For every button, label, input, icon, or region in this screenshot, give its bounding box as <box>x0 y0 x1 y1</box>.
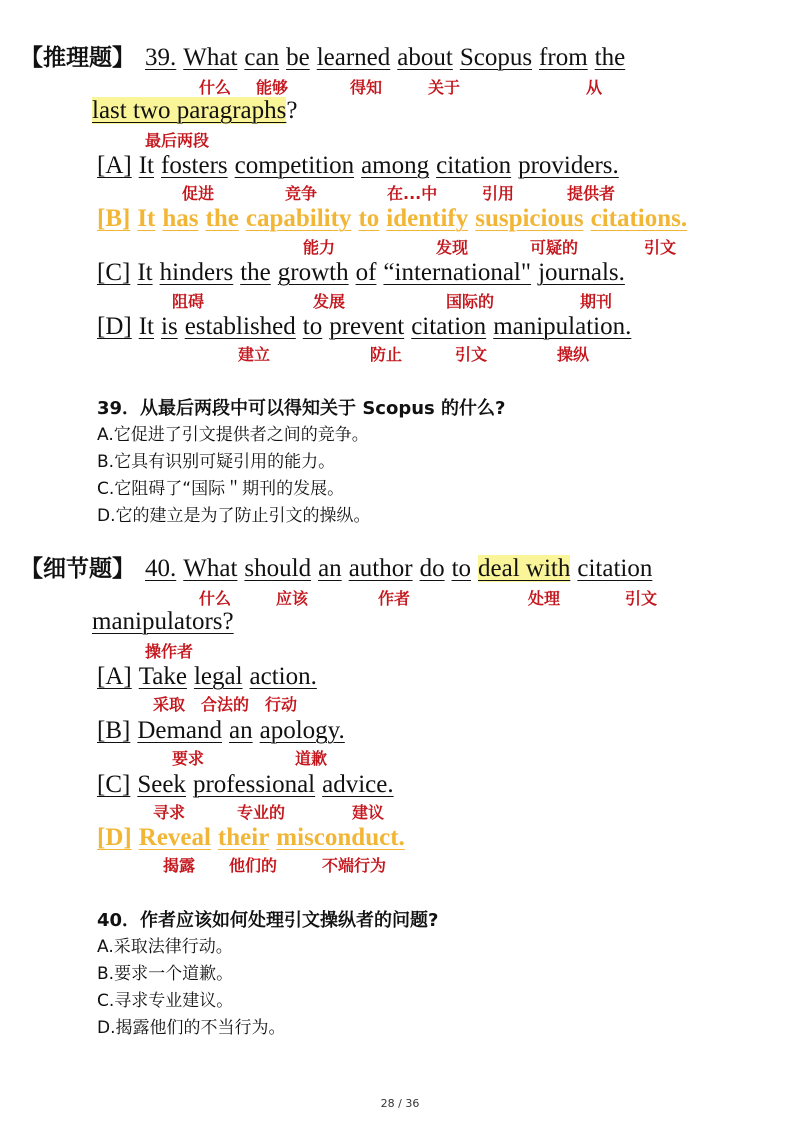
word: It <box>137 259 153 286</box>
word: suspicious <box>475 205 584 232</box>
translation-title: 40．作者应该如何处理引文操纵者的问题? <box>97 910 439 931</box>
gloss: 从 <box>586 78 603 97</box>
word: the <box>594 44 626 71</box>
q40-option-d-correct <box>97 822 405 854</box>
word: citation <box>436 152 512 179</box>
word: among <box>361 152 430 179</box>
word: author <box>348 555 413 582</box>
word: Reveal <box>138 824 211 851</box>
q39-translation <box>97 395 505 530</box>
gloss: 应该 <box>276 589 309 608</box>
word: What <box>183 44 238 71</box>
word: should <box>244 555 312 582</box>
word: has <box>162 205 199 232</box>
q40-type-tag: 【细节题】 <box>20 556 135 582</box>
gloss: 促进 <box>182 184 215 203</box>
option-label: [A] <box>97 663 132 690</box>
gloss: 发展 <box>313 292 346 311</box>
gloss: 可疑的 <box>530 238 579 257</box>
gloss: 处理 <box>528 589 561 608</box>
gloss: 能够 <box>256 78 289 97</box>
word: can <box>244 44 280 71</box>
word: It <box>137 205 156 232</box>
q40-option-c <box>97 769 394 801</box>
gloss: 作者 <box>378 589 411 608</box>
gloss: 得知 <box>350 78 383 97</box>
word: learned <box>316 44 391 71</box>
word: citation <box>577 555 653 582</box>
word: Demand <box>137 717 223 744</box>
q40-option-b <box>97 715 345 747</box>
translation-line: C.寻求专业建议。 <box>97 991 234 1011</box>
word: “international" <box>383 259 532 286</box>
word: legal <box>193 663 243 690</box>
word: providers. <box>518 152 619 179</box>
word: to <box>451 555 472 582</box>
word: competition <box>234 152 355 179</box>
gloss: 建议 <box>352 803 385 822</box>
word: hinders <box>159 259 234 286</box>
q40-translation <box>97 907 439 1042</box>
gloss: 阻碍 <box>172 292 205 311</box>
word: misconduct. <box>276 824 405 851</box>
word: the <box>240 259 271 286</box>
q39-option-c <box>97 257 625 289</box>
word: Take <box>138 663 187 690</box>
gloss: 关于 <box>428 78 461 97</box>
q39-option-a <box>97 150 619 182</box>
q39-option-b-correct <box>97 203 687 235</box>
word: to <box>302 313 323 340</box>
stem-highlight: deal with <box>478 555 571 582</box>
gloss: 什么 <box>199 78 232 97</box>
word: action. <box>249 663 317 690</box>
word: from <box>539 44 588 71</box>
q39-option-d <box>97 311 631 343</box>
gloss: 防止 <box>370 345 403 364</box>
q39-stem-line2 <box>92 95 298 127</box>
option-label: [D] <box>97 824 132 851</box>
gloss: 引文 <box>625 589 658 608</box>
translation-line: A.采取法律行动。 <box>97 937 233 957</box>
word: manipulators? <box>92 608 234 635</box>
q40-option-a <box>97 661 317 693</box>
q40-stem-line2 <box>92 606 234 638</box>
gloss: 建立 <box>238 345 271 364</box>
option-label: [D] <box>97 313 132 340</box>
word: of <box>355 259 377 286</box>
word: citation <box>411 313 487 340</box>
gloss: 能力 <box>303 238 336 257</box>
gloss: 寻求 <box>153 803 186 822</box>
gloss: 道歉 <box>295 749 328 768</box>
word: citations. <box>590 205 688 232</box>
q39-type-tag: 【推理题】 <box>20 45 135 71</box>
gloss: 他们的 <box>229 856 278 875</box>
translation-title: 39．从最后两段中可以得知关于 Scopus 的什么? <box>97 398 506 419</box>
word: growth <box>277 259 349 286</box>
word: It <box>138 313 154 340</box>
translation-line: C.它阻碍了“国际＂期刊的发展。 <box>97 479 345 499</box>
word: fosters <box>161 152 228 179</box>
gloss: 竞争 <box>285 184 318 203</box>
gloss: 操作者 <box>145 642 194 661</box>
gloss: 行动 <box>265 695 298 714</box>
q40-number: 40. <box>145 555 177 582</box>
option-label: [C] <box>97 259 131 286</box>
option-label: [B] <box>97 717 131 744</box>
q40-stem-line1 <box>20 553 652 585</box>
gloss: 发现 <box>436 238 469 257</box>
word: Seek <box>137 771 186 798</box>
option-label: [C] <box>97 771 131 798</box>
question-mark: ? <box>286 97 298 124</box>
translation-line: D.它的建立是为了防止引文的操纵。 <box>97 506 371 526</box>
option-label: [A] <box>97 152 132 179</box>
gloss: 合法的 <box>201 695 250 714</box>
gloss: 操纵 <box>557 345 590 364</box>
word: an <box>229 717 253 744</box>
word: the <box>205 205 239 232</box>
word: is <box>161 313 178 340</box>
word: It <box>138 152 154 179</box>
translation-line: B.要求一个道歉。 <box>97 964 234 984</box>
translation-line: A.它促进了引文提供者之间的竞争。 <box>97 425 369 445</box>
word: journals. <box>538 259 625 286</box>
word: prevent <box>329 313 405 340</box>
gloss: 最后两段 <box>145 131 210 150</box>
option-label: [B] <box>97 205 131 232</box>
q39-number: 39. <box>145 44 177 71</box>
gloss: 要求 <box>172 749 205 768</box>
gloss: 国际的 <box>446 292 495 311</box>
gloss: 引文 <box>644 238 677 257</box>
word: be <box>286 44 310 71</box>
stem-highlight: last two paragraphs <box>92 97 287 124</box>
word: apology. <box>259 717 345 744</box>
word: about <box>397 44 453 71</box>
word: to <box>358 205 380 232</box>
gloss: 期刊 <box>580 292 613 311</box>
word: do <box>419 555 445 582</box>
word: an <box>318 555 342 582</box>
gloss: 在...中 <box>387 184 438 203</box>
translation-line: D.揭露他们的不当行为。 <box>97 1018 286 1038</box>
q39-stem-line1 <box>20 42 625 74</box>
word: professional <box>192 771 316 798</box>
word: identify <box>386 205 469 232</box>
word: established <box>184 313 296 340</box>
gloss: 专业的 <box>237 803 286 822</box>
gloss: 提供者 <box>567 184 616 203</box>
word: advice. <box>322 771 394 798</box>
word: their <box>217 824 270 851</box>
translation-line: B.它具有识别可疑引用的能力。 <box>97 452 336 472</box>
gloss: 揭露 <box>163 856 196 875</box>
word: Scopus <box>459 44 533 71</box>
gloss: 引文 <box>455 345 488 364</box>
word: manipulation. <box>493 313 632 340</box>
page-number: 28 / 36 <box>380 1097 420 1110</box>
word: capability <box>245 205 352 232</box>
gloss: 什么 <box>199 589 232 608</box>
word: What <box>183 555 238 582</box>
gloss: 引用 <box>482 184 515 203</box>
gloss: 采取 <box>153 695 186 714</box>
gloss: 不端行为 <box>322 856 387 875</box>
